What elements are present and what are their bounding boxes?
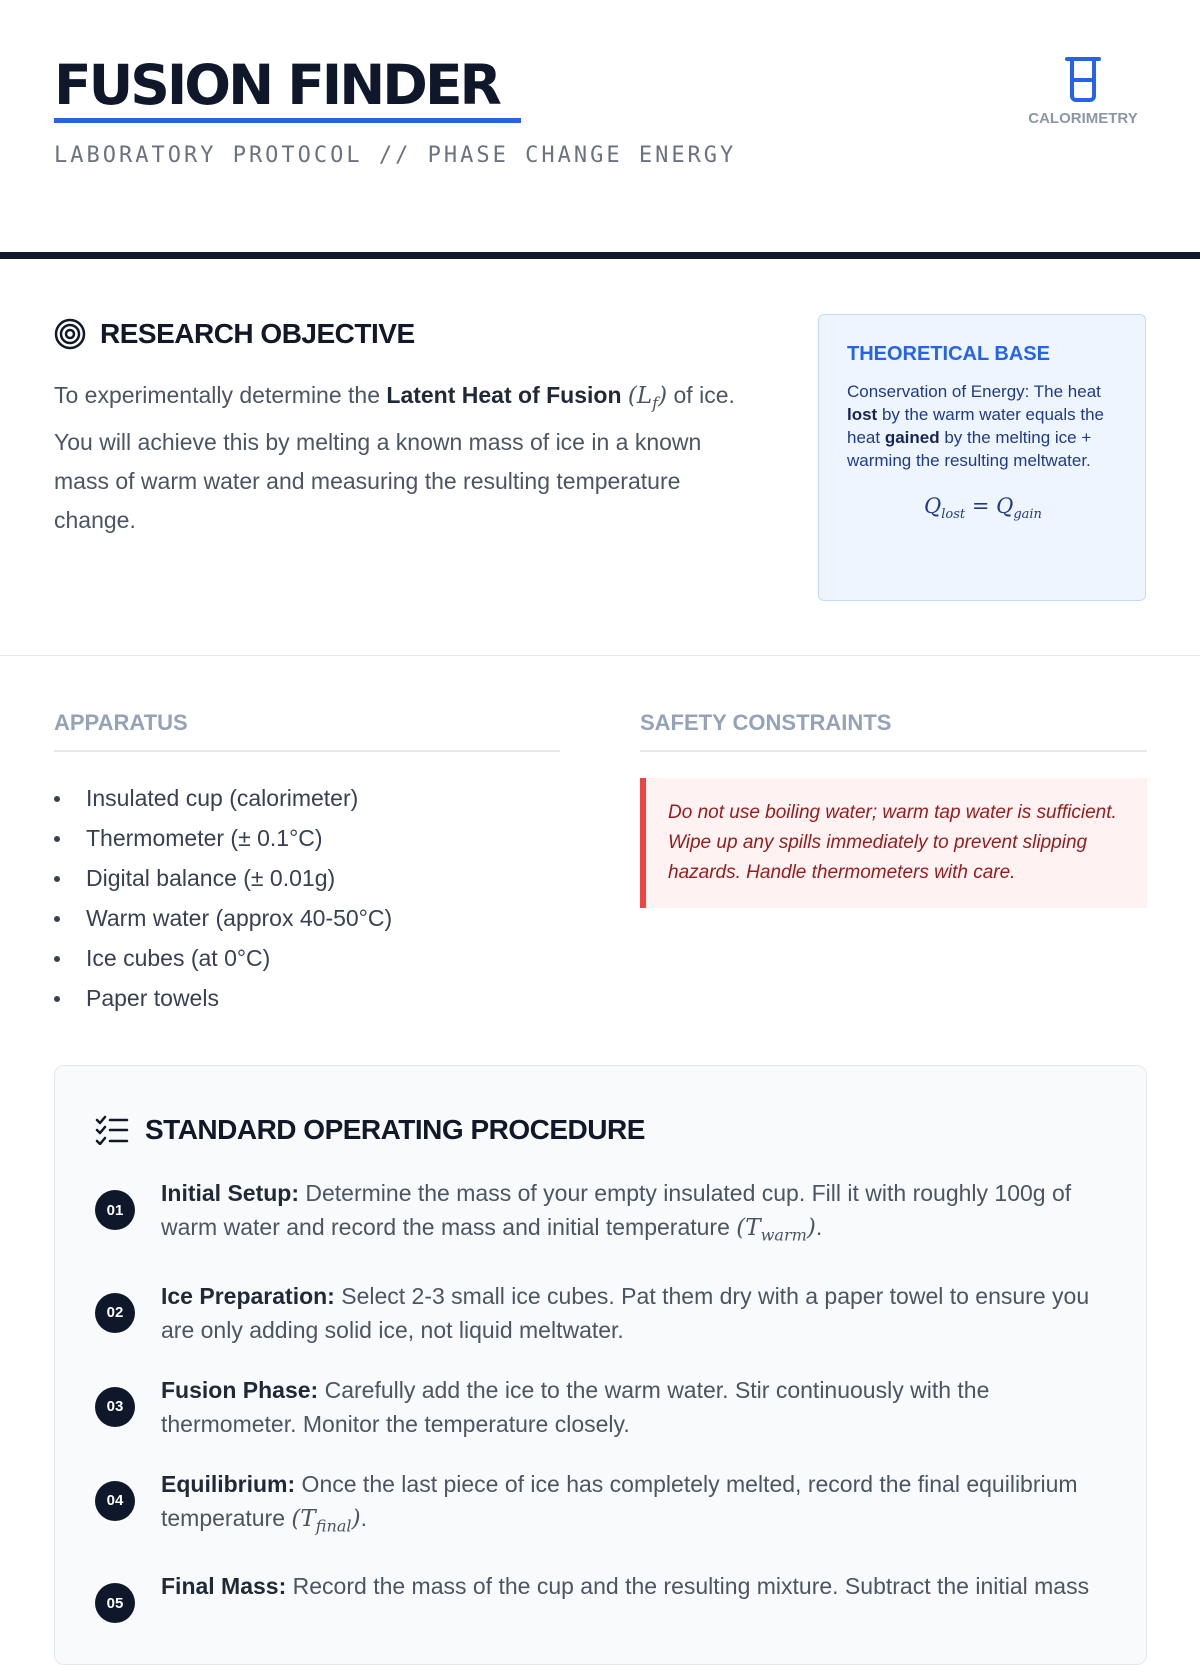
procedure-step: 04 Equilibrium: Once the last piece of ice has completely melted, record the final equilibrium temperature $(T_{final})$. (95, 1467, 1106, 1544)
header-divider (0, 252, 1200, 259)
step-number: 01 (95, 1190, 135, 1230)
procedure-steps (95, 1176, 1106, 1623)
list-item: Digital balance (± 0.01g) (54, 858, 560, 898)
step-number: 05 (95, 1583, 135, 1623)
procedure-step: 03 Fusion Phase: Carefully add the ice to the warm water. Stir continuously with the thermometer. Monitor the temperature closely. (95, 1373, 1106, 1441)
category-badge (1018, 56, 1148, 127)
safety-heading: SAFETY CONSTRAINTS (640, 710, 1147, 752)
section-divider (0, 655, 1200, 656)
objective-strong: Latent Heat of Fusion (386, 382, 622, 408)
beaker-icon (1063, 56, 1103, 104)
procedure-card (54, 1065, 1147, 1665)
objective-heading: RESEARCH OBJECTIVE (100, 318, 415, 349)
theoretical-base-card (818, 314, 1146, 601)
research-objective (54, 318, 754, 540)
list-item: Insulated cup (calorimeter) (54, 778, 560, 818)
latent-heat-symbol: $(L_f)$ (627, 383, 668, 413)
step-number: 04 (95, 1481, 135, 1521)
page-header (0, 0, 1200, 256)
objective-intro: To experimentally determine the (54, 382, 387, 408)
step-number: 03 (95, 1387, 135, 1427)
title-underline (54, 118, 521, 123)
list-item: Ice cubes (at 0°C) (54, 938, 560, 978)
page-title: FUSION FINDER (54, 53, 499, 117)
procedure-heading: STANDARD OPERATING PROCEDURE (145, 1114, 645, 1145)
objective-text (54, 376, 754, 540)
badge-label: CALORIMETRY (1028, 110, 1138, 127)
checklist-icon (95, 1115, 129, 1145)
page-subtitle: LABORATORY PROTOCOL // PHASE CHANGE ENERGY (54, 143, 737, 168)
apparatus-section (54, 710, 560, 1018)
list-item: Warm water (approx 40-50°C) (54, 898, 560, 938)
apparatus-heading: APPARATUS (54, 710, 560, 752)
apparatus-list (54, 778, 560, 1018)
theory-text: Conservation of Energy: The heat lost by the warm water equals the heat gained by the melting ice + warming the resulting meltwater. (847, 382, 1105, 470)
safety-section (640, 710, 1147, 908)
procedure-step: 05 Final Mass: Record the mass of the cup and the resulting mixture. Subtract the initial mass (95, 1569, 1106, 1623)
objective-after: of ice. (667, 382, 735, 408)
procedure-step: 02 Ice Preparation: Select 2-3 small ice cubes. Pat them dry with a paper towel to ensure you are only adding solid ice, not liquid meltwater. (95, 1279, 1106, 1347)
list-item: Paper towels (54, 978, 560, 1018)
safety-warning: Do not use boiling water; warm tap water is sufficient. Wipe up any spills immediately to prevent slipping hazards. Handle thermometers with care. (640, 778, 1147, 908)
procedure-step: 01 Initial Setup: Determine the mass of your empty insulated cup. Fill it with roughly 100g of warm water and record the mass and initial temperature $(T_{warm})$. (95, 1176, 1106, 1253)
step-number: 02 (95, 1293, 135, 1333)
list-item: Thermometer (± 0.1°C) (54, 818, 560, 858)
energy-equation: $Q_{lost} = Q_{gain}$ (924, 494, 1042, 523)
target-icon (54, 318, 86, 350)
theory-title: THEORETICAL BASE (847, 343, 1050, 365)
objective-body: You will achieve this by melting a known mass of ice in a known mass of warm water and measuring the resulting temperature change. (54, 428, 702, 533)
